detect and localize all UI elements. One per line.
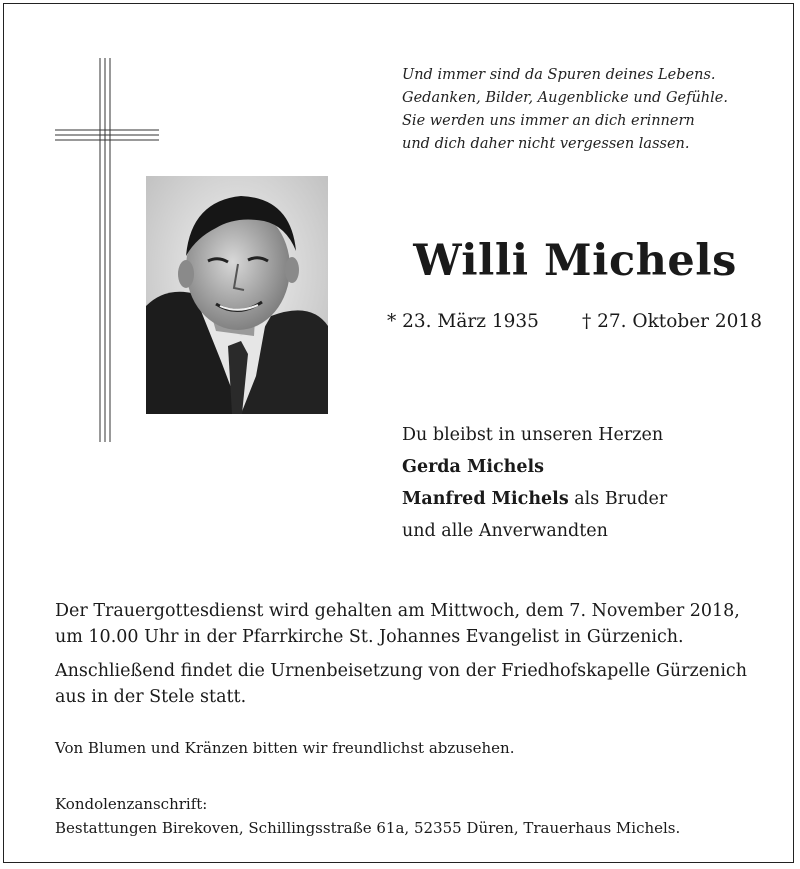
poem-line: Sie werden uns immer an dich erinnern: [402, 113, 695, 129]
condolence-address: [55, 792, 785, 840]
death-date: † 27. Oktober 2018: [582, 311, 762, 332]
birth-date: * 23. März 1935: [387, 311, 539, 332]
service-info: [55, 598, 785, 718]
service-line: um 10.00 Uhr in der Pfarrkirche St. Johannes Evangelist in Gürzenich.: [55, 627, 684, 647]
deceased-name: Willi Michels: [413, 236, 737, 286]
poem-line: Und immer sind da Spuren deines Lebens.: [402, 67, 716, 83]
condolence-text: Bestattungen Birekoven, Schillingsstraße 61a, 52355 Düren, Trauerhaus Michels.: [55, 819, 681, 837]
burial-line: Anschließend findet die Urnenbeisetzung von der Friedhofskapelle Gürzenich: [55, 661, 747, 681]
mourner-relation: als Bruder: [568, 489, 668, 509]
service-line: Der Trauergottesdienst wird gehalten am Mittwoch, dem 7. November 2018,: [55, 601, 740, 621]
flowers-note: Von Blumen und Kränzen bitten wir freundlichst abzusehen.: [55, 739, 515, 757]
poem-line: Gedanken, Bilder, Augenblicke und Gefühle.: [402, 90, 728, 106]
poem-line: und dich daher nicht vergessen lassen.: [402, 136, 690, 152]
mourner-name: Manfred Michels: [402, 489, 569, 509]
burial-paragraph: [55, 658, 785, 710]
condolence-label: Kondolenzanschrift:: [55, 795, 208, 813]
cross-icon: [55, 58, 159, 442]
burial-line: aus in der Stele statt.: [55, 687, 247, 707]
mourners-intro: Du bleibst in unseren Herzen: [402, 425, 664, 445]
mourners-closing: und alle Anverwandten: [402, 521, 608, 541]
memorial-poem: [402, 64, 782, 156]
mourners-block: [402, 419, 782, 547]
portrait-photo: [146, 176, 328, 414]
service-paragraph: [55, 598, 785, 650]
mourner-line: [402, 483, 782, 515]
mourner-name: Gerda Michels: [402, 457, 544, 477]
